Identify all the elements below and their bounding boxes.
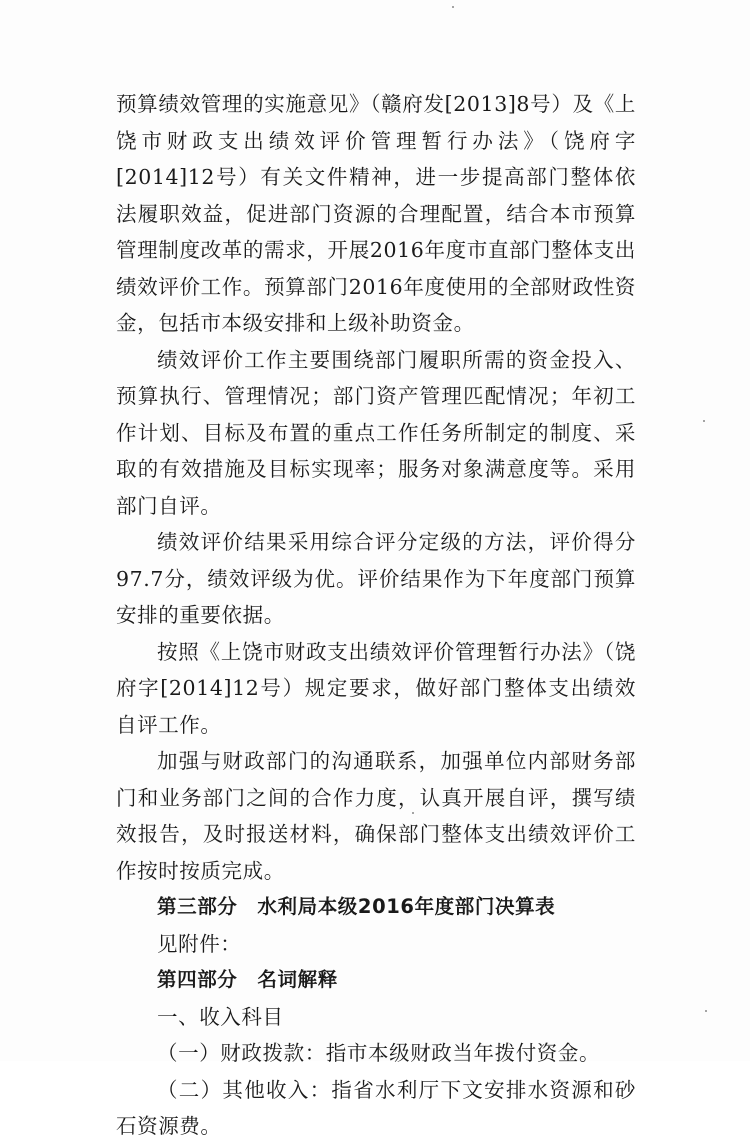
scan-speck — [705, 1010, 707, 1012]
paragraph-evaluation-scope: 绩效评价工作主要围绕部门履职所需的资金投入、预算执行、管理情况；部门资产管理匹配情况；年初工作计划、目标及布置的重点工作任务所制定的制度、采取的有效措施及目标实现率；服务对象满意度等。采用部门自评。 — [116, 347, 636, 518]
part4-title: 名词解释 — [257, 968, 338, 991]
paragraph-regulation-reference: 按照《上饶市财政支出绩效评价管理暂行办法》（饶府字[2014]12号）规定要求，做好部门整体支出绩效自评工作。 — [116, 639, 636, 737]
paragraph-evaluation-result: 绩效评价结果采用综合评分定级的方法，评价得分97.7分，绩效评级为优。评价结果作为下年度部门预算安排的重要依据。 — [116, 530, 636, 627]
part3-title: 水利局本级2016年度部门决算表 — [257, 895, 556, 918]
paragraph-work-requirements: 加强与财政部门的沟通联系，加强单位内部财务部门和业务部门之间的合作力度，认真开展自评，撰写绩效报告，及时报送材料，确保部门整体支出绩效评价工作按时按质完成。 — [116, 749, 636, 883]
item-other-income: （二）其他收入：指省水利厅下文安排水资源和砂石资源费。 — [116, 1077, 636, 1138]
section-income-subjects: 一、收入科目 — [157, 1004, 284, 1029]
scan-speck — [452, 6, 454, 8]
part3-label: 第三部分 — [157, 895, 238, 918]
scan-speck — [703, 420, 705, 422]
paragraph-evaluation-basis: 预算绩效管理的实施意见》（赣府发[2013]8号）及《上饶市财政支出绩效评价管理暂行办法》（饶府字[2014]12号）有关文件精神，进一步提高部门整体依法履职效益，促进部门资源的合理配置，结合本市预算管理制度改革的需求，开展2016年度市直部门整体支出绩效评价工作。预算部门2016年度使用的全部财政性资金，包括市本级安排和上级补助资金。 — [116, 92, 636, 335]
part3-heading — [116, 889, 636, 926]
scan-speck — [412, 812, 414, 814]
attachment-note: 见附件： — [157, 931, 242, 956]
item-fiscal-appropriation: （一）财政拨款：指市本级财政当年拨付资金。 — [157, 1041, 601, 1065]
document-body — [116, 86, 636, 1145]
part4-label: 第四部分 — [157, 968, 238, 991]
part4-heading — [116, 962, 636, 999]
